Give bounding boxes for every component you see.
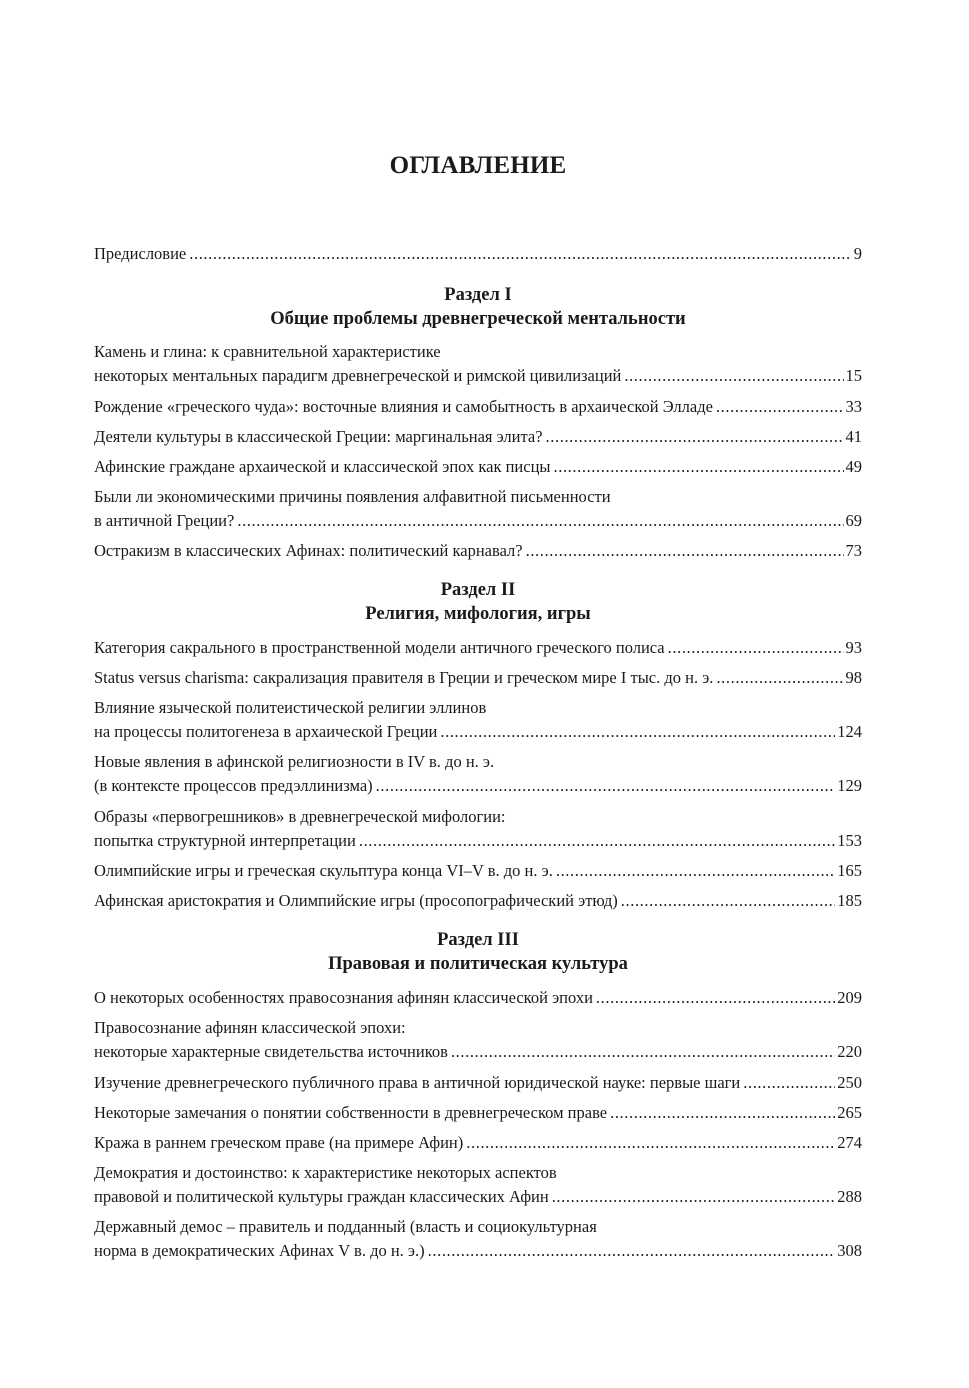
page-number: 185 (837, 891, 862, 910)
page-number: 49 (845, 457, 862, 476)
dot-leader (624, 364, 843, 388)
toc-entry-title: (в контексте процессов предэллинизма) (94, 776, 373, 795)
toc-entry-title-line1: Образы «первогрешников» в древнегреческой мифологии: (94, 807, 506, 826)
toc-entry[interactable] (94, 805, 862, 853)
toc-entry[interactable] (94, 986, 862, 1010)
toc-entry[interactable] (94, 666, 862, 690)
page-number: 69 (845, 511, 862, 530)
page-number: 124 (837, 722, 862, 741)
toc-entry[interactable] (94, 636, 862, 660)
page-number: 209 (837, 988, 862, 1007)
page-number: 220 (837, 1042, 862, 1061)
page-number: 73 (845, 541, 862, 560)
page-number: 308 (837, 1241, 862, 1260)
page-number: 153 (837, 831, 862, 850)
toc-entry-title: Остракизм в классических Афинах: политический карнавал? (94, 541, 523, 560)
toc-entry[interactable] (94, 455, 862, 479)
toc-entry[interactable] (94, 485, 862, 533)
toc-entry-title-line1: Правосознание афинян классической эпохи: (94, 1018, 406, 1037)
toc-entry-title: Предисловие (94, 244, 187, 263)
dot-leader (556, 859, 835, 883)
toc-entry-title-line1: Влияние языческой политеистической религии эллинов (94, 698, 487, 717)
toc-entry-title: О некоторых особенностях правосознания афинян классической эпохи (94, 988, 593, 1007)
toc-entry-title: норма в демократических Афинах V в. до н. э.) (94, 1241, 425, 1260)
toc-entry-title-line1: Державный демос – правитель и подданный (власть и социокультурная (94, 1217, 597, 1236)
dot-leader (552, 1185, 836, 1209)
toc-entry-title: Изучение древнегреческого публичного права в античной юридической науке: первые шаги (94, 1073, 741, 1092)
toc-entry-title: Афинские граждане архаической и классической эпох как писцы (94, 457, 551, 476)
page-number: 129 (837, 776, 862, 795)
dot-leader (596, 986, 835, 1010)
toc-entry[interactable] (94, 1215, 862, 1263)
toc-entry-title-line1: Камень и глина: к сравнительной характеристике (94, 342, 441, 361)
dot-leader (359, 829, 835, 853)
page-number: 93 (845, 638, 862, 657)
toc-entry-title: Рождение «греческого чуда»: восточные влияния и самобытность в архаической Элладе (94, 397, 713, 416)
page-title: ОГЛАВЛЕНИЕ (389, 152, 567, 179)
dot-leader (428, 1239, 836, 1263)
toc-entry-title-line1: Были ли экономическими причины появления алфавитной письменности (94, 487, 611, 506)
dot-leader (716, 666, 843, 690)
toc-entry-title-line1: Демократия и достоинство: к характеристике некоторых аспектов (94, 1163, 557, 1182)
dot-leader (440, 720, 835, 744)
page-number: 15 (845, 366, 862, 385)
toc-entry[interactable] (94, 889, 862, 913)
toc-entry[interactable] (94, 859, 862, 883)
toc-entry[interactable] (94, 1131, 862, 1155)
page-number: 41 (845, 427, 862, 446)
page-number: 165 (837, 861, 862, 880)
section-title: Религия, мифология, игры (365, 604, 591, 624)
dot-leader (189, 242, 852, 266)
toc-entry-title: Категория сакрального в пространственной модели античного греческого полиса (94, 638, 665, 657)
toc-entry[interactable] (94, 395, 862, 419)
dot-leader (554, 455, 844, 479)
page-number: 98 (845, 668, 862, 687)
dot-leader (621, 889, 835, 913)
dot-leader (526, 539, 844, 563)
page-number: 9 (853, 244, 862, 263)
page-number: 274 (837, 1133, 862, 1152)
toc-entry-preface[interactable] (94, 242, 862, 266)
toc-entry-title: на процессы политогенеза в архаической Греции (94, 722, 438, 741)
toc-entry[interactable] (94, 539, 862, 563)
toc-entry[interactable] (94, 696, 862, 744)
toc-entry[interactable] (94, 1071, 862, 1095)
toc-entry-title: Афинская аристократия и Олимпийские игры (просопографический этюд) (94, 891, 618, 910)
toc-entry-title: правовой и политической культуры граждан классических Афин (94, 1187, 549, 1206)
toc-entry[interactable] (94, 1101, 862, 1125)
dot-leader (743, 1071, 835, 1095)
toc-entry-title-line1: Новые явления в афинской религиозности в IV в. до н. э. (94, 752, 495, 771)
section-label: Раздел III (437, 930, 519, 950)
toc-entry[interactable] (94, 750, 862, 798)
dot-leader (376, 774, 836, 798)
page-number: 265 (837, 1103, 862, 1122)
section-title: Правовая и политическая культура (328, 954, 628, 974)
section-title: Общие проблемы древнегреческой ментальности (270, 309, 686, 329)
section-label: Раздел II (440, 580, 516, 600)
page-number: 250 (837, 1073, 862, 1092)
dot-leader (466, 1131, 835, 1155)
toc-entry-title: Олимпийские игры и греческая скульптура конца VI–V в. до н. э. (94, 861, 553, 880)
toc-entry-title: некоторые характерные свидетельства источников (94, 1042, 448, 1061)
toc-entry-title: Кража в раннем греческом праве (на примере Афин) (94, 1133, 464, 1152)
dot-leader (668, 636, 844, 660)
dot-leader (451, 1040, 835, 1064)
dot-leader (716, 395, 844, 419)
toc-entry-title: Некоторые замечания о понятии собственности в древнегреческом праве (94, 1103, 608, 1122)
dot-leader (610, 1101, 835, 1125)
dot-leader (546, 425, 844, 449)
page-number: 33 (845, 397, 862, 416)
toc-entry-title: в античной Греции? (94, 511, 235, 530)
toc-entry[interactable] (94, 1161, 862, 1209)
dot-leader (237, 509, 843, 533)
toc-entry-title: некоторых ментальных парадигм древнегреческой и римской цивилизаций (94, 366, 622, 385)
section-label: Раздел I (444, 285, 512, 305)
toc-entry-title: Деятели культуры в классической Греции: маргинальная элита? (94, 427, 543, 446)
toc-entry[interactable] (94, 1016, 862, 1064)
toc-entry-title: Status versus charisma: сакрализация правителя в Греции и греческом мире I тыс. до н. э. (94, 668, 714, 687)
toc-entry-title: попытка структурной интерпретации (94, 831, 356, 850)
toc-entry[interactable] (94, 425, 862, 449)
toc-entry[interactable] (94, 340, 862, 388)
page-number: 288 (837, 1187, 862, 1206)
